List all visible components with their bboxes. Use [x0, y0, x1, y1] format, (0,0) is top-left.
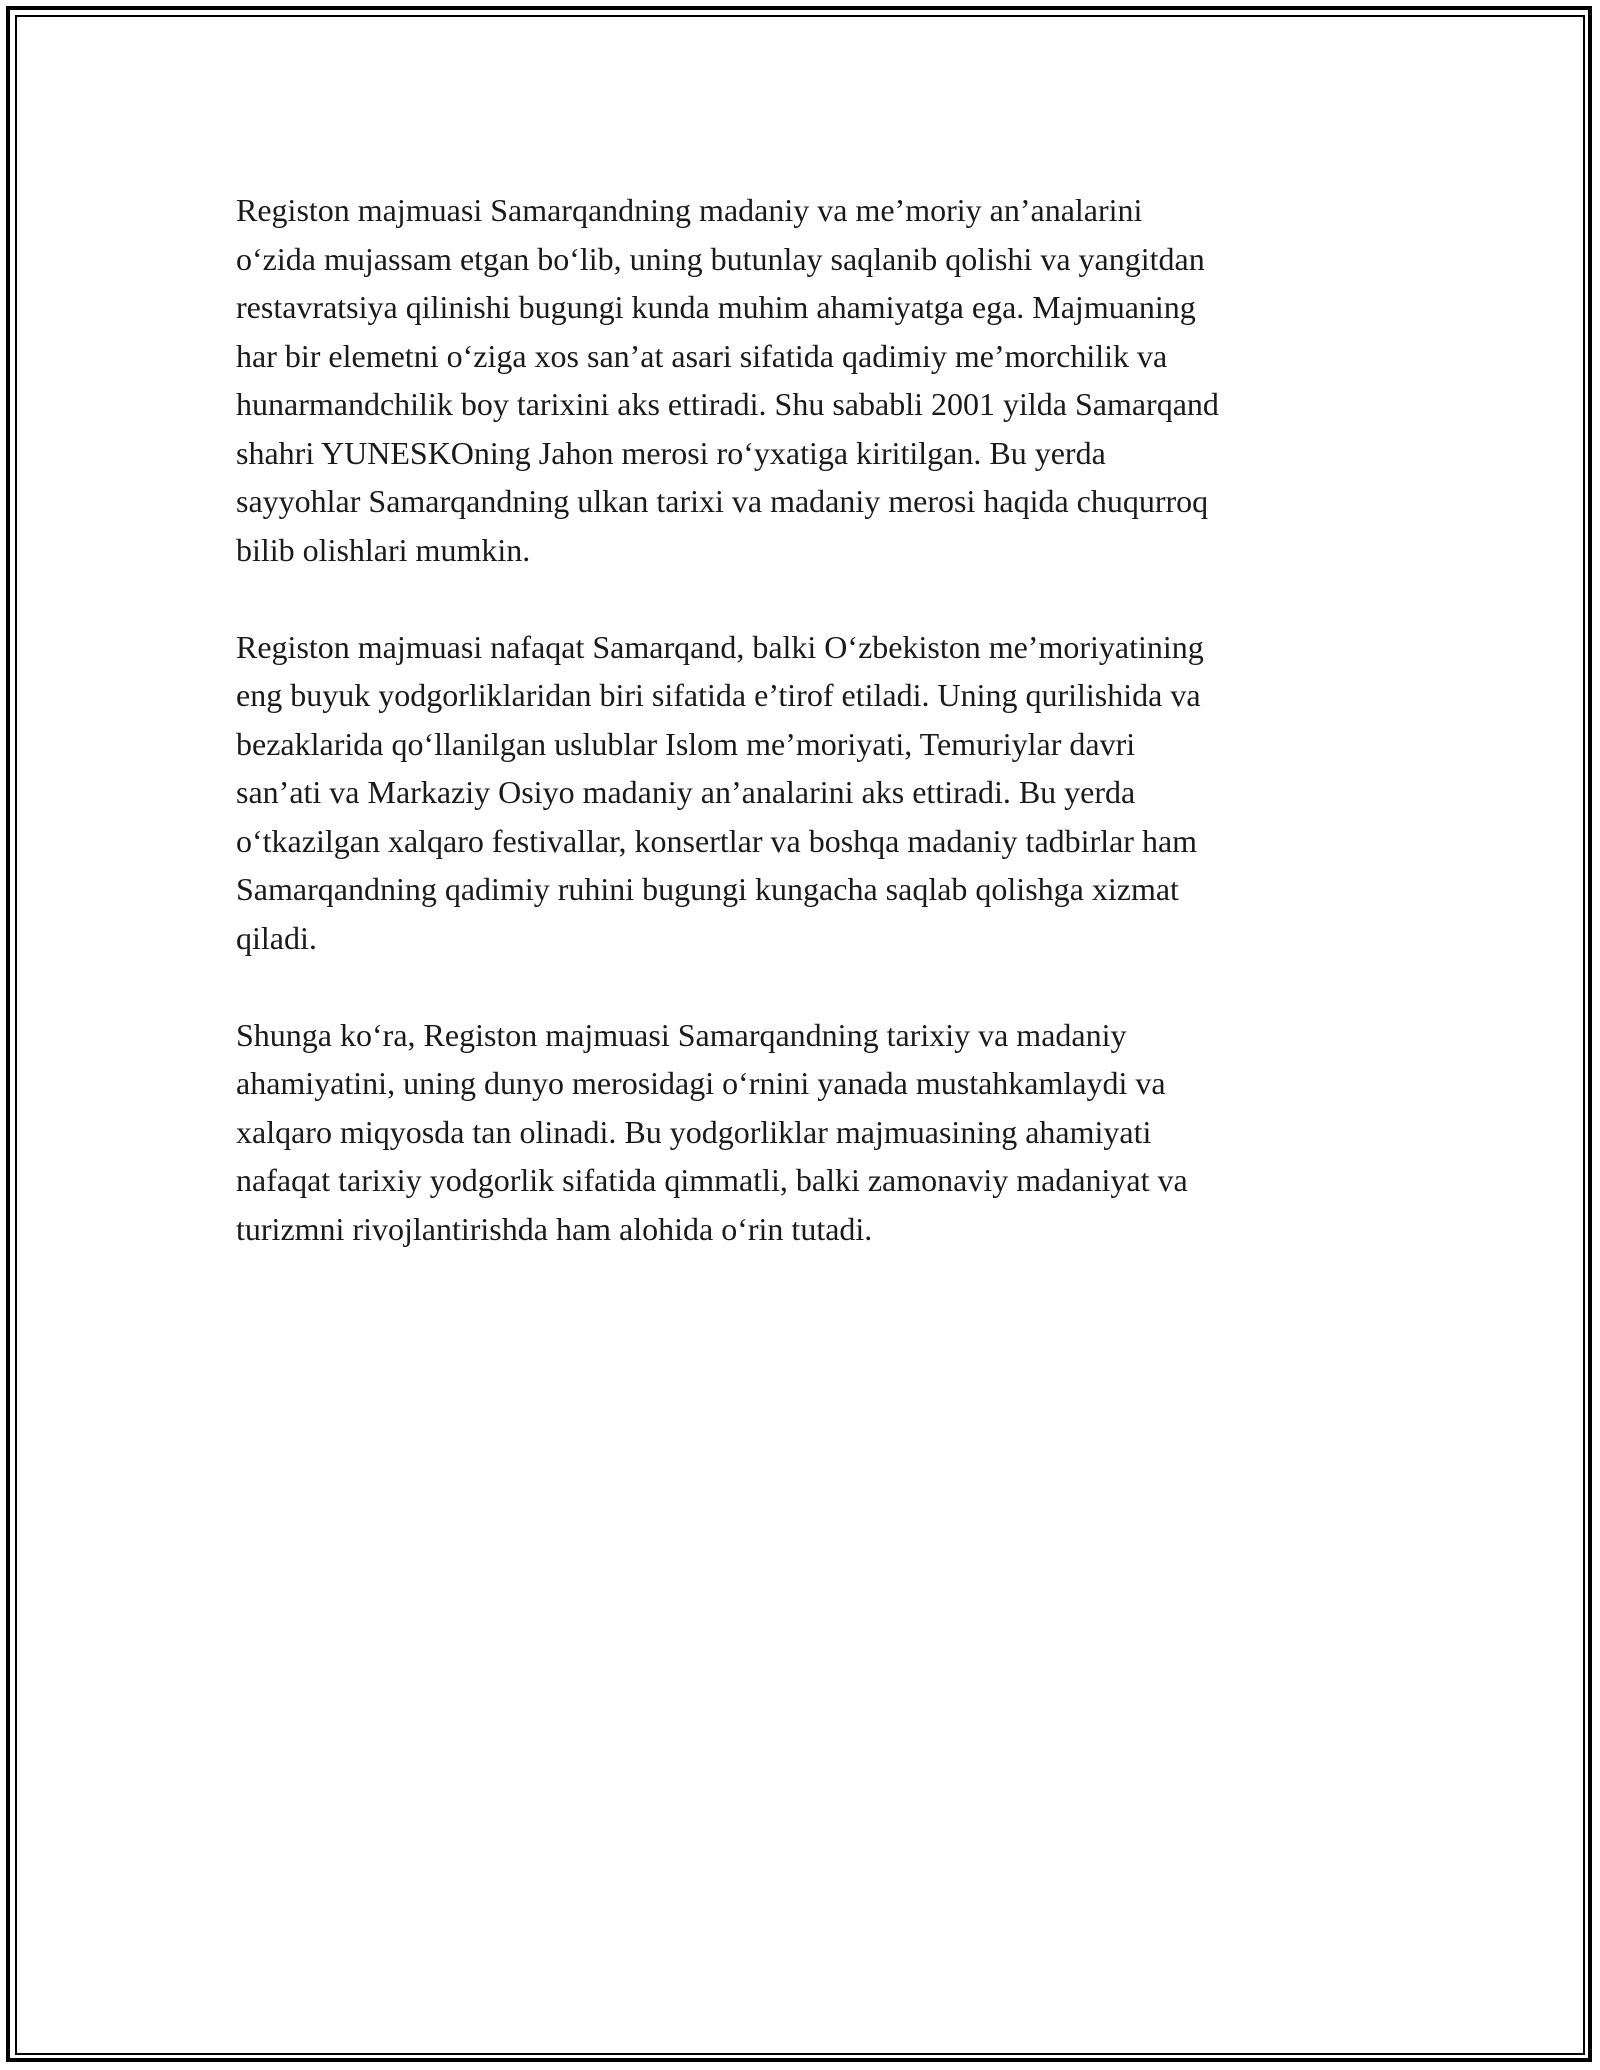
text-line: Samarqandning qadimiy ruhini bugungi kungacha saqlab qolishga xizmat [236, 871, 1179, 907]
text-line: o‘tkazilgan xalqaro festivallar, konsertlar va boshqa madaniy tadbirlar ham [236, 822, 1198, 859]
text-line: nafaqat tarixiy yodgorlik sifatida qimmatli, balki zamonaviy madaniyat va [236, 1162, 1188, 1198]
text-line: xalqaro miqyosda tan olinadi. Bu yodgorliklar majmuasining ahamiyati [236, 1113, 1152, 1150]
text-line: restavratsiya qilinishi bugungi kunda muhim ahamiyatga ega. Majmuaning [236, 289, 1196, 325]
text-line: hunarmandchilik boy tarixini aks ettiradi. Shu sababli 2001 yilda Samarqand [236, 386, 1219, 422]
text-line: san’ati va Markaziy Osiyo madaniy an’analarini aks ettiradi. Bu yerda [236, 774, 1136, 810]
paragraph-1 [236, 186, 1386, 574]
paragraph-2 [236, 623, 1386, 963]
text-line: Shunga ko‘ra, Registon majmuasi Samarqandning tarixiy va madaniy [236, 1016, 1127, 1053]
text-line: qiladi. [236, 919, 317, 956]
text-line: Registon majmuasi Samarqandning madaniy va me’moriy an’analarini [236, 192, 1143, 228]
document-body [236, 186, 1386, 1302]
text-line: sayyohlar Samarqandning ulkan tarixi va madaniy merosi haqida chuqurroq [236, 483, 1209, 519]
text-line: eng buyuk yodgorliklaridan biri sifatida e’tirof etiladi. Uning qurilishida va [236, 677, 1201, 713]
text-line: bilib olishlari mumkin. [236, 531, 531, 568]
text-line: Registon majmuasi nafaqat Samarqand, balki O‘zbekiston me’moriyatining [236, 628, 1204, 665]
paragraph-3 [236, 1011, 1386, 1254]
text-line: turizmni rivojlantirishda ham alohida o‘rin tutadi. [236, 1210, 873, 1247]
text-line: shahri YUNESKOning Jahon merosi ro‘yxatiga kiritilgan. Bu yerda [236, 434, 1106, 471]
text-line: har bir elemetni o‘ziga xos san’at asari sifatida qadimiy me’morchilik va [236, 337, 1168, 374]
text-line: o‘zida mujassam etgan bo‘lib, uning butunlay saqlanib qolishi va yangitdan [236, 240, 1205, 277]
text-line: ahamiyatini, uning dunyo merosidagi o‘rnini yanada mustahkamlaydi va [236, 1065, 1166, 1101]
text-line: bezaklarida qo‘llanilgan uslublar Islom me’moriyati, Temuriylar davri [236, 725, 1136, 762]
